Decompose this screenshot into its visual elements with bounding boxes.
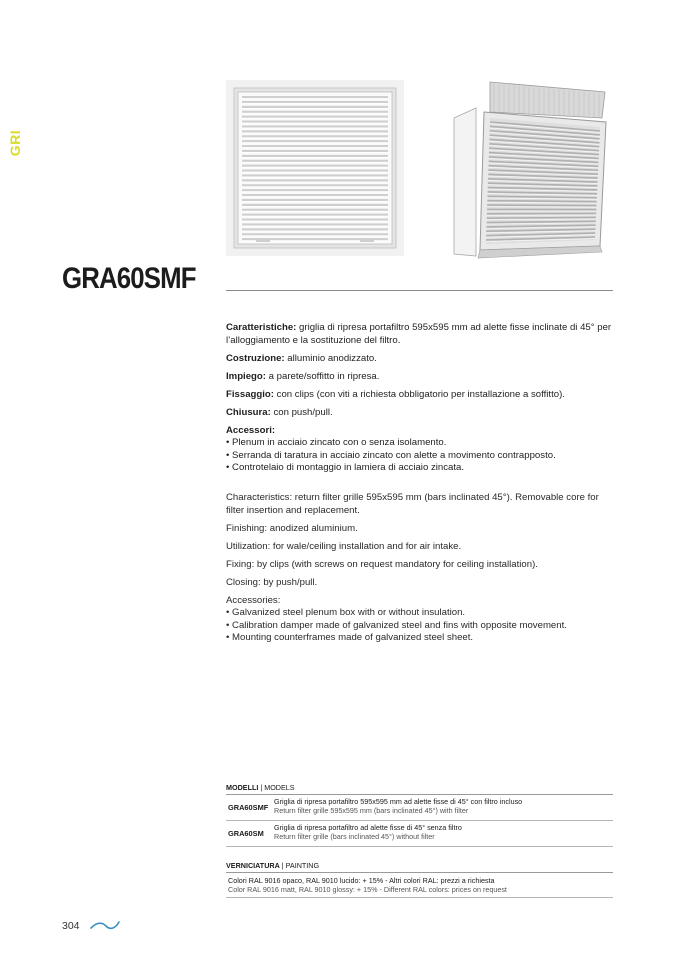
painting-row: Colori RAL 9016 opaco, RAL 9010 lucido: + 15% - Altri colori RAL: prezzi a richiesta Color RAL 9016 matt, RAL 9010 glossy: + 15% - Different RAL colors: prices on request xyxy=(226,873,613,898)
it-characteristics: Caratteristiche: griglia di ripresa portafiltro 595x595 mm ad alette fisse inclinate di 45° per l’alloggiamento e la sostituzione del filtro. xyxy=(226,322,612,346)
en-fixing: Fixing: by clips (with screws on request mandatory for ceiling installation). xyxy=(226,558,538,570)
model-description: Griglia di ripresa portafiltro ad alette fisse di 45° senza filtro Return filter grille (bars inclinated 45°) without filter xyxy=(274,823,462,841)
product-title: GRA60SMF xyxy=(62,262,196,295)
models-table-header: MODELLI | MODELS xyxy=(226,783,613,795)
grille-open-image xyxy=(440,78,612,262)
painting-header: VERNICIATURA | PAINTING xyxy=(226,861,613,873)
it-accessories-list xyxy=(226,437,618,475)
list-item: • Calibration damper made of galvanized steel and fins with opposite movement. xyxy=(226,620,618,633)
table-row xyxy=(226,821,613,847)
page-number: 304 xyxy=(62,920,80,932)
list-item: • Mounting counterframes made of galvanized steel sheet. xyxy=(226,632,618,645)
list-item: • Serranda di taratura in acciaio zincato con alette a movimento contrapposto. xyxy=(226,450,618,463)
grille-front-image xyxy=(226,80,404,256)
section-tab-label: GRI xyxy=(7,129,24,157)
en-accessories-heading: Accessories: xyxy=(226,594,281,606)
english-specs xyxy=(226,492,618,645)
it-fixing: Fissaggio: con clips (con viti a richiesta obbligatorio per installazione a soffitto). xyxy=(226,388,565,400)
en-characteristics: Characteristics: return filter grille 595x595 mm (bars inclinated 45°). Removable core for filter insertion and replacement. xyxy=(226,492,599,516)
italian-specs xyxy=(226,322,618,475)
it-use: Impiego: a parete/soffitto in ripresa. xyxy=(226,370,380,382)
it-accessories-heading: Accessori: xyxy=(226,424,276,436)
models-table xyxy=(226,783,613,898)
model-description: Griglia di ripresa portafiltro 595x595 mm ad alette fisse di 45° con filtro incluso Return filter grille 595x595 mm (bars inclinated 45°) with filter xyxy=(274,797,523,815)
table-row xyxy=(226,795,613,821)
wave-logo-icon xyxy=(90,918,120,932)
section-tab xyxy=(2,128,28,158)
list-item: • Controtelaio di montaggio in lamiera di acciaio zincata. xyxy=(226,462,618,475)
title-divider xyxy=(226,290,613,291)
model-code: GRA60SMF xyxy=(228,802,269,812)
list-item: • Plenum in acciaio zincato con o senza isolamento. xyxy=(226,437,618,450)
it-construction: Costruzione: alluminio anodizzato. xyxy=(226,352,377,364)
it-closing: Chiusura: con push/pull. xyxy=(226,406,333,418)
model-code: GRA60SM xyxy=(228,828,264,838)
en-closing: Closing: by push/pull. xyxy=(226,576,318,588)
en-finishing: Finishing: anodized aluminium. xyxy=(226,522,358,534)
en-utilization: Utilization: for wale/ceiling installation and for air intake. xyxy=(226,540,462,552)
en-accessories-list xyxy=(226,607,618,645)
list-item: • Galvanized steel plenum box with or without insulation. xyxy=(226,607,618,620)
